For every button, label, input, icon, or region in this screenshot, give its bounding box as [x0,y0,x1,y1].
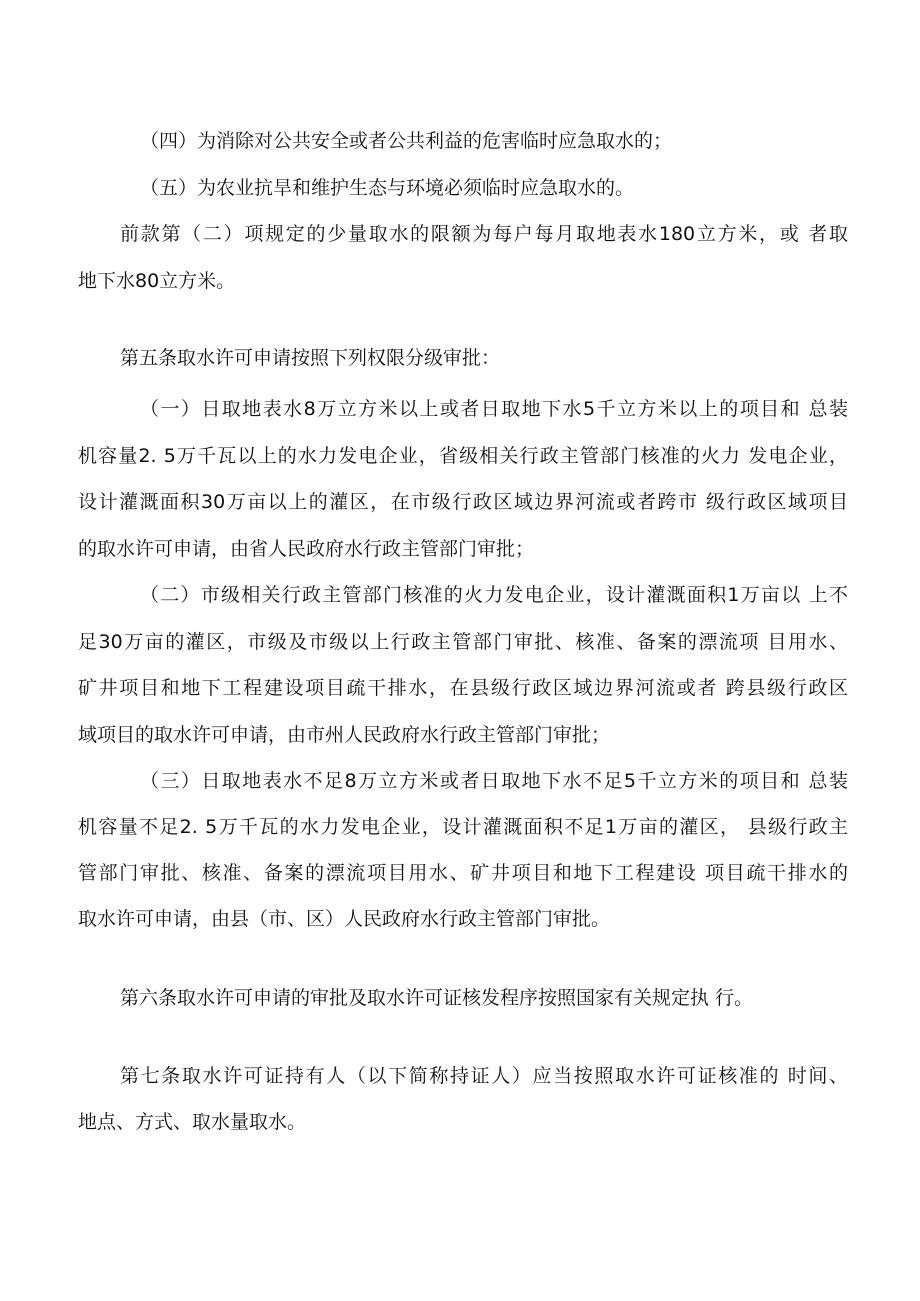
article-6-line: 第六条取水许可申请的审批及取水许可证核发程序按照国家有关规定执 行。 [120,987,754,1009]
article-5-item-3-line-1: （三）日取地表水不足8万立方米或者日取地下水不足5千立方米的项目和 总装 [140,770,848,792]
article-5-item-2-line-2: 足30万亩的灌区，市级及市级以上行政主管部门审批、核准、备案的漂流项 目用水、 [78,631,848,653]
article-5-heading: 第五条取水许可申请按照下列权限分级审批： [120,347,501,369]
article-7-line-1: 第七条取水许可证持有人（以下简称持证人）应当按照取水许可证核准的 时间、 [120,1065,848,1087]
article-5-item-3-line-3: 管部门审批、核准、备案的漂流项目用水、矿井项目和地下工程建设 项目疏干排水的 [78,862,848,884]
article-5-item-2-line-4: 域项目的取水许可申请，由市州人民政府水行政主管部门审批； [78,724,611,746]
article-5-item-1-line-3: 设计灌溉面积30万亩以上的灌区，在市级行政区域边界河流或者跨市 级行政区域项目 [78,491,848,513]
clause-4-line: （四）为消除对公共安全或者公共利益的危害临时应急取水的； [140,130,673,152]
article-5-item-2-line-1: （二）市级相关行政主管部门核准的火力发电企业，设计灌溉面积1万亩以 上不 [140,584,848,606]
article-5-item-3-line-4: 取水许可申请，由县（市、区）人民政府水行政主管部门审批。 [78,908,611,930]
quota-paragraph-line-1: 前款第（二）项规定的少量取水的限额为每户每月取地表水180立方米，或 者取 [120,223,848,245]
article-5-item-1-line-2: 机容量2. 5万千瓦以上的水力发电企业，省级相关行政主管部门核准的火力 发电企业， [78,445,848,467]
article-5-item-1-line-4: 的取水许可申请，由省人民政府水行政主管部门审批； [78,538,535,560]
article-5-item-3-line-2: 机容量不足2. 5万千瓦的水力发电企业，设计灌溉面积不足1万亩的灌区， 县级行政主 [78,816,848,838]
quota-paragraph-line-2: 地下水80立方米。 [78,270,236,292]
article-5-item-1-line-1: （一）日取地表水8万立方米以上或者日取地下水5千立方米以上的项目和 总装 [140,398,848,420]
article-5-item-2-line-3: 矿井项目和地下工程建设项目疏干排水，在县级行政区域边界河流或者 跨县级行政区 [78,677,848,699]
clause-5-line: （五）为农业抗旱和维护生态与环境必须临时应急取水的。 [140,177,635,199]
article-7-line-2: 地点、方式、取水量取水。 [78,1111,307,1133]
